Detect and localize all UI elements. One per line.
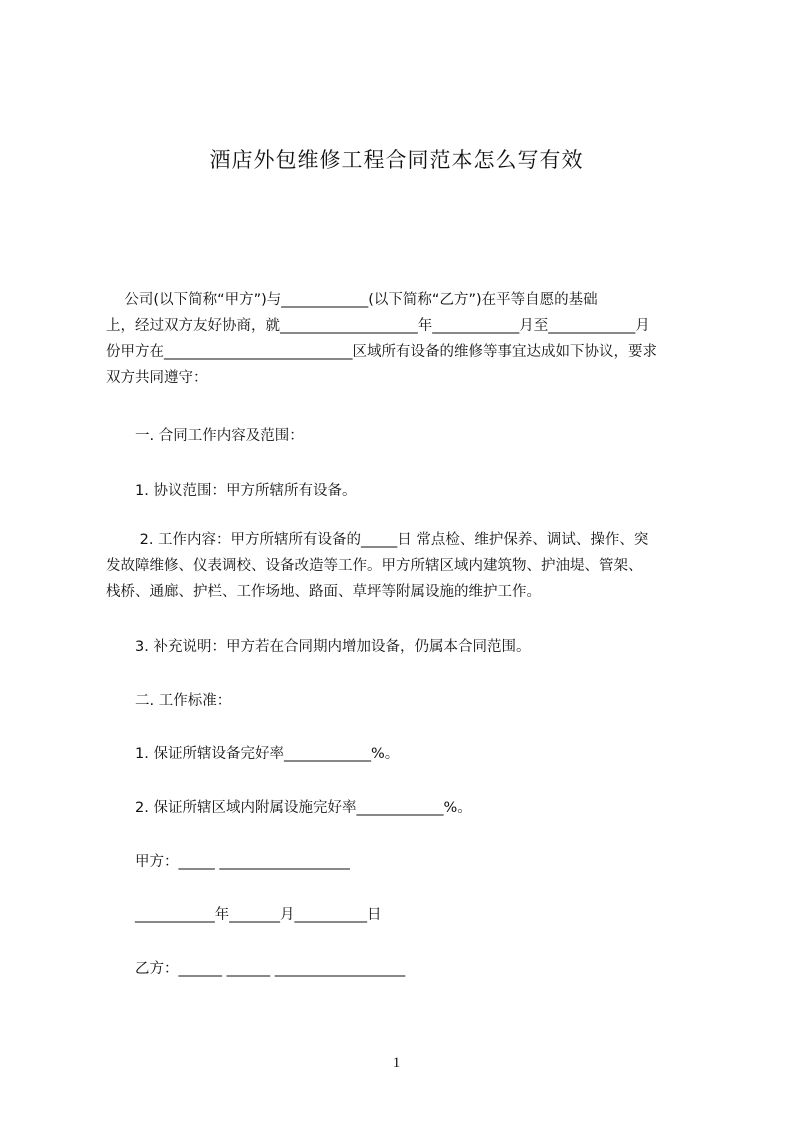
- intro-line-1: 公司(以下简称“甲方”)与____________(以下简称“乙方”)在平等自愿的基础: [106, 292, 598, 308]
- clause-2-2: 2. 保证所辖区域内附属设施完好率____________%。: [135, 800, 472, 816]
- party-a-signature: 甲方：_____ __________________: [135, 854, 350, 870]
- intro-line-2: 上，经过双方友好协商，就___________________年____________月至____________月: [106, 318, 650, 334]
- clause-1-2-line-2: 发故障维修、仪表调校、设备改造等工作。甲方所辖区域内建筑物、护油堤、管架、: [106, 558, 643, 574]
- clause-1-2: [106, 527, 702, 605]
- clause-1-2-line-3: 栈桥、通廊、护栏、工作场地、路面、草坪等附属设施的维护工作。: [106, 584, 541, 600]
- intro-line-3: 份甲方在__________________________区域所有设备的维修等事宜达成如下协议，要求: [106, 344, 657, 360]
- document-title: 酒店外包维修工程合同范本怎么写有效: [209, 148, 584, 172]
- clause-1-3: 3. 补充说明：甲方若在合同期内增加设备，仍属本合同范围。: [135, 639, 531, 655]
- date-line: ___________年_______月__________日: [135, 907, 382, 923]
- clause-1-1: 1. 协议范围：甲方所辖所有设备。: [135, 483, 357, 499]
- page-number: 1: [392, 1055, 401, 1071]
- section-2-heading: 二. 工作标准：: [135, 693, 232, 709]
- intro-line-4: 双方共同遵守：: [106, 370, 208, 386]
- section-1-heading: 一. 合同工作内容及范围：: [135, 428, 304, 444]
- party-b-signature: 乙方：______ ______ __________________: [135, 961, 406, 977]
- intro-paragraph: [106, 287, 702, 391]
- clause-2-1: 1. 保证所辖设备完好率____________%。: [135, 746, 400, 762]
- clause-1-2-line-1: 2. 工作内容：甲方所辖所有设备的_____日 常点检、维护保养、调试、操作、突: [135, 532, 649, 548]
